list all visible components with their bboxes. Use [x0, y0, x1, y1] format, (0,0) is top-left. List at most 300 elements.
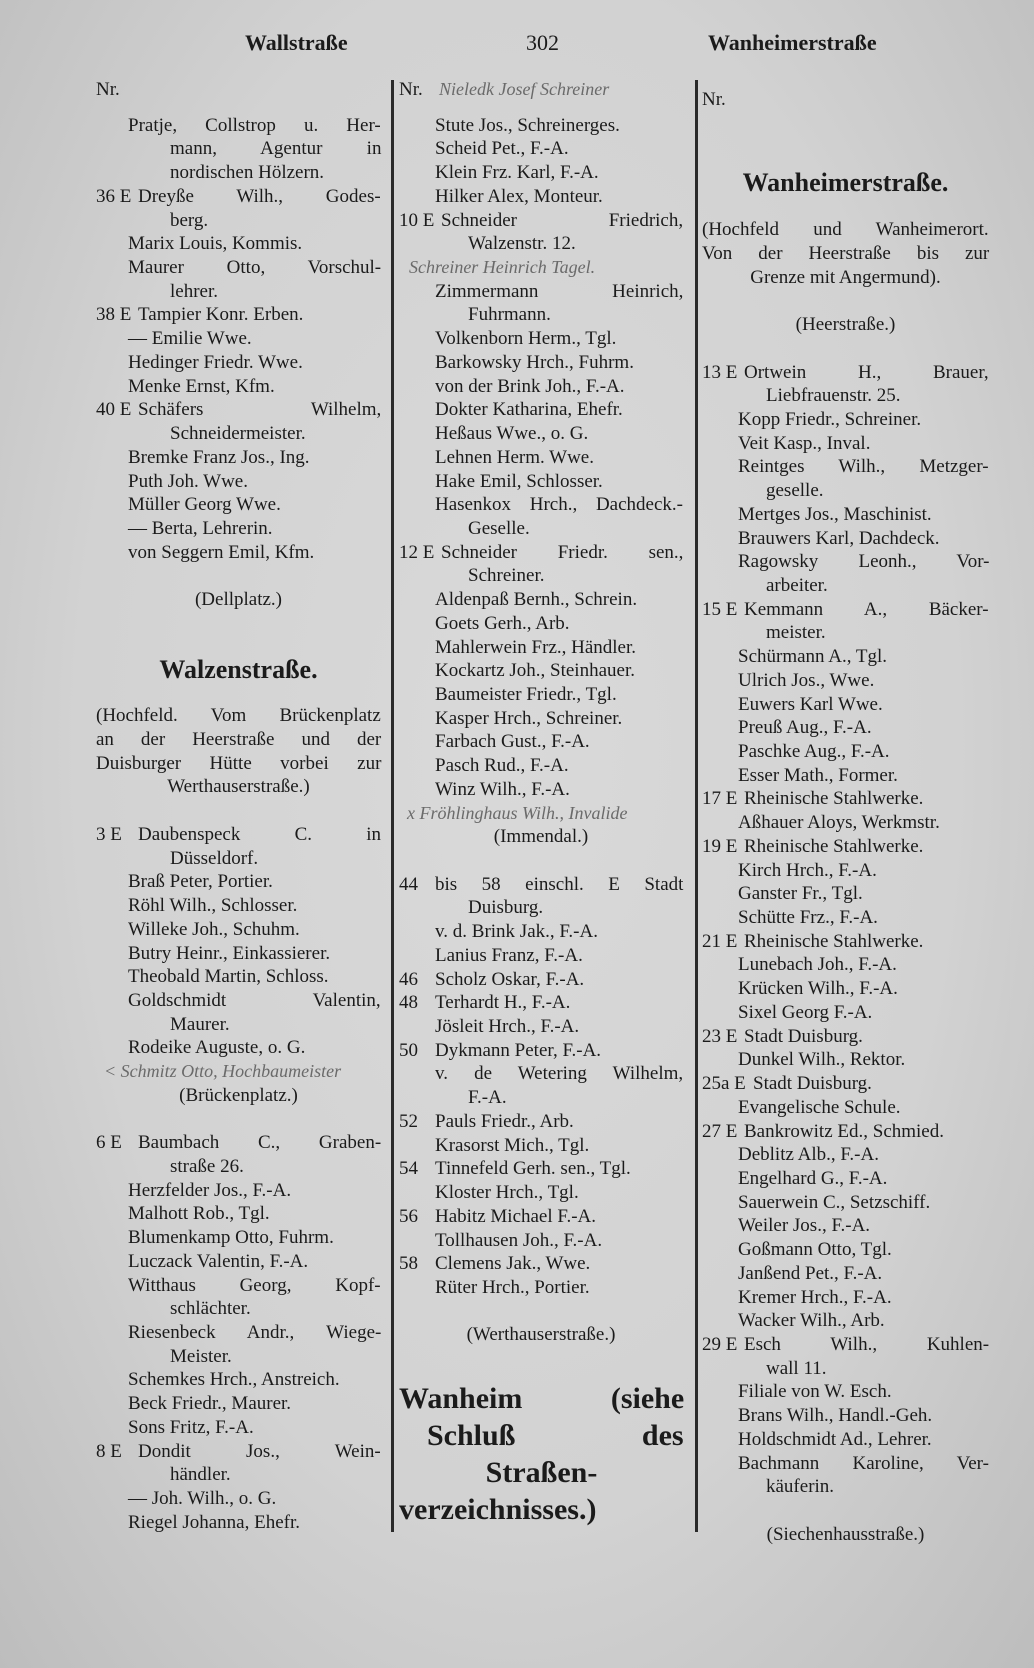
directory-entry	[96, 161, 381, 185]
entry-text: Tampier Konr. Erben.	[138, 304, 304, 326]
page-number: 302	[526, 30, 559, 55]
directory-entry	[96, 894, 381, 918]
entry-text: Kremer Hrch., F.-A.	[738, 1286, 892, 1308]
directory-entry	[702, 1286, 989, 1310]
entry-text: Aldenpaß Bernh., Schrein.	[435, 589, 638, 611]
directory-entry	[702, 906, 989, 930]
wanheim-heading-line: verzeichnisses.)	[399, 1493, 597, 1526]
entry-text: Wanheimerstraße.	[742, 167, 949, 197]
house-number: 56	[399, 1205, 418, 1227]
column-rule-right	[695, 80, 698, 1532]
entry-text: Liebfrauenstr. 25.	[766, 385, 901, 407]
entry-text: Baumbach C., Graben-	[138, 1132, 382, 1154]
entry-text: Euwers Karl Wwe.	[738, 693, 883, 715]
blank-line	[702, 1499, 989, 1523]
entry-text: Theobald Martin, Schloss.	[128, 966, 329, 988]
directory-entry	[702, 835, 989, 859]
street-heading	[702, 167, 989, 197]
directory-entry	[702, 527, 989, 551]
directory-entry	[96, 422, 381, 446]
directory-entry	[399, 398, 683, 422]
directory-entry	[702, 859, 989, 883]
house-number: 40 E	[96, 399, 132, 421]
directory-entry	[702, 1167, 989, 1191]
entry-text: Brauwers Karl, Dachdeck.	[738, 527, 940, 549]
entry-text: Schemkes Hrch., Anstreich.	[128, 1369, 340, 1391]
entry-text: Stute Jos., Schreinerges.	[435, 114, 620, 136]
directory-entry	[96, 1321, 381, 1345]
entry-text: v. de Wetering Wilhelm,	[435, 1063, 684, 1085]
directory-entry	[399, 185, 683, 209]
directory-entry	[702, 669, 989, 693]
entry-text: Rheinische Stahlwerke.	[744, 930, 924, 952]
entry-text: schlächter.	[170, 1298, 251, 1320]
directory-entry	[399, 422, 683, 446]
entry-text: Dreyße Wilh., Godes-	[138, 185, 381, 207]
directory-entry	[702, 503, 989, 527]
running-head-left: Wallstraße	[245, 30, 348, 55]
directory-entry	[399, 1181, 683, 1205]
directory-entry	[96, 1250, 381, 1274]
entry-text: Lunebach Joh., F.-A.	[738, 954, 897, 976]
directory-entry	[96, 1440, 381, 1464]
entry-text: x Fröhlinghaus Wilh., Invalide	[407, 802, 628, 823]
blank-line	[702, 337, 989, 361]
directory-entry	[96, 965, 381, 989]
directory-entry	[702, 693, 989, 717]
column-middle	[399, 79, 684, 1347]
directory-entry	[702, 550, 989, 574]
directory-entry	[702, 740, 989, 764]
directory-entry	[399, 1086, 683, 1110]
entry-text: Willeke Joh., Schuhm.	[128, 918, 300, 940]
directory-entry	[96, 704, 381, 728]
directory-entry	[96, 541, 381, 565]
directory-entry	[399, 1276, 683, 1300]
directory-entry	[399, 232, 683, 279]
directory-entry	[399, 161, 683, 185]
entry-text: Butry Heinr., Einkassierer.	[128, 942, 331, 964]
house-number: 21 E	[702, 930, 738, 952]
entry-text: Hake Emil, Schlosser.	[435, 470, 603, 492]
entry-text: mann, Agentur in	[170, 138, 382, 160]
directory-entry	[399, 707, 683, 731]
cross-street-label	[702, 313, 989, 337]
directory-entry	[702, 930, 989, 954]
entry-text: Kockartz Joh., Steinhauer.	[435, 660, 635, 682]
blank-line	[702, 194, 989, 218]
directory-entry	[702, 1262, 989, 1286]
entry-text: Baumeister Friedr., Tgl.	[435, 683, 617, 705]
entry-text: Rheinische Stahlwerke.	[744, 788, 924, 810]
directory-entry	[96, 137, 381, 161]
entry-text: Dykmann Peter, F.-A.	[435, 1039, 602, 1061]
directory-entry	[96, 823, 381, 847]
entry-text: Winz Wilh., F.-A.	[435, 778, 570, 800]
directory-entry	[399, 1252, 683, 1276]
running-head-right: Wanheimerstraße	[708, 30, 877, 55]
house-number: 58	[399, 1253, 418, 1275]
directory-entry	[399, 1229, 683, 1253]
directory-entry	[399, 1015, 683, 1039]
directory-entry	[702, 1357, 989, 1381]
directory-entry	[96, 1297, 381, 1321]
handwritten-annotation: Schreiner Heinrich Tagel.	[409, 257, 596, 278]
entry-text: Goldschmidt Valentin,	[128, 989, 381, 1011]
entry-text: Sons Fritz, F.-A.	[128, 1416, 254, 1438]
directory-entry	[96, 114, 381, 138]
entry-text: geselle.	[766, 480, 824, 502]
directory-entry	[399, 564, 683, 588]
entry-text: Volkenborn Herm., Tgl.	[435, 328, 617, 350]
entry-text: Hilker Alex, Monteur.	[435, 185, 603, 207]
house-number: 10 E	[399, 209, 435, 231]
house-number-header	[96, 78, 381, 102]
entry-text: v. d. Brink Jak., F.-A.	[435, 921, 598, 943]
directory-entry	[96, 1131, 381, 1155]
house-number: 6 E	[96, 1132, 122, 1154]
entry-text: Puth Joh. Wwe.	[128, 470, 248, 492]
blank-line	[399, 1300, 683, 1324]
entry-text: Kasper Hrch., Schreiner.	[435, 707, 623, 729]
house-number: 27 E	[702, 1120, 738, 1142]
entry-text: Klein Frz. Karl, F.-A.	[435, 162, 599, 184]
entry-text: Schäfers Wilhelm,	[138, 399, 382, 421]
column-right	[702, 88, 990, 1547]
entry-text: Heßaus Wwe., o. G.	[435, 423, 589, 445]
entry-text: Hasenkox Hrch., Dachdeck.-	[435, 494, 683, 516]
directory-entry	[96, 989, 381, 1013]
directory-entry	[399, 636, 683, 660]
entry-text: Zimmermann Heinrich,	[435, 280, 684, 302]
entry-text: Menke Ernst, Kfm.	[128, 375, 275, 397]
entry-text: Lehnen Herm. Wwe.	[435, 446, 594, 468]
entry-text: (Heerstraße.)	[795, 314, 896, 336]
entry-text: Nr.	[96, 79, 120, 100]
entry-text: Nr.	[399, 79, 423, 100]
house-number: 50	[399, 1039, 418, 1061]
entry-text: Preuß Aug., F.-A.	[738, 717, 872, 739]
directory-entry	[702, 787, 989, 811]
directory-entry	[96, 1274, 381, 1298]
directory-entry	[702, 479, 989, 503]
directory-entry	[702, 1238, 989, 1262]
directory-entry	[399, 588, 683, 612]
directory-entry	[702, 1475, 989, 1499]
entry-text: Meister.	[170, 1345, 232, 1367]
directory-entry	[702, 1001, 989, 1025]
house-number: 12 E	[399, 541, 435, 563]
entry-text: Aßhauer Aloys, Werkmstr.	[738, 812, 940, 834]
directory-entry	[702, 455, 989, 479]
directory-entry	[96, 1392, 381, 1416]
directory-entry	[399, 873, 683, 897]
directory-entry	[96, 327, 381, 351]
blank-line	[702, 123, 989, 147]
directory-entry	[96, 351, 381, 375]
house-number: 29 E	[702, 1333, 738, 1355]
house-number: 52	[399, 1110, 418, 1132]
house-number: 38 E	[96, 304, 132, 326]
entry-text: straße 26.	[170, 1155, 244, 1177]
directory-entry	[96, 446, 381, 470]
directory-entry	[399, 351, 683, 375]
directory-entry	[702, 1333, 989, 1357]
entry-text: Fuhrmann.	[468, 304, 551, 326]
directory-entry	[96, 870, 381, 894]
entry-text: — Berta, Lehrerin.	[128, 517, 273, 539]
entry-text: Luczack Valentin, F.-A.	[128, 1250, 309, 1272]
entry-text: Duisburg.	[468, 897, 544, 919]
entry-text: wall 11.	[766, 1357, 827, 1379]
blank-line	[96, 612, 381, 636]
house-number: 13 E	[702, 361, 738, 383]
entry-text: < Schmitz Otto, Hochbaumeister	[104, 1061, 342, 1082]
entry-text: bis 58 einschl. E Stadt	[435, 873, 684, 895]
entry-text: Sixel Georg F.-A.	[738, 1001, 873, 1023]
directory-entry	[399, 493, 683, 517]
directory-entry	[399, 1110, 683, 1134]
directory-entry	[96, 1345, 381, 1369]
entry-text: Habitz Michael F.-A.	[435, 1205, 596, 1227]
entry-text: Krücken Wilh., F.-A.	[738, 978, 898, 1000]
directory-entry	[399, 470, 683, 494]
directory-entry	[702, 716, 989, 740]
entry-text: Stadt Duisburg.	[744, 1025, 863, 1047]
entry-text: Pauls Friedr., Arb.	[435, 1110, 574, 1132]
entry-text: Ulrich Jos., Wwe.	[738, 669, 875, 691]
entry-text: nordischen Hölzern.	[170, 162, 325, 184]
entry-text: Kirch Hrch., F.-A.	[738, 859, 877, 881]
directory-entry	[702, 621, 989, 645]
entry-text: Schürmann A., Tgl.	[738, 646, 888, 668]
directory-entry	[96, 1511, 381, 1535]
entry-text: Krasorst Mich., Tgl.	[435, 1134, 590, 1156]
entry-text: Von der Heerstraße bis zur	[702, 242, 990, 264]
entry-text: Maurer Otto, Vorschul-	[128, 257, 382, 279]
entry-text: Hedinger Friedr. Wwe.	[128, 351, 303, 373]
directory-entry	[96, 256, 381, 280]
directory-entry	[702, 408, 989, 432]
entry-text: Stadt Duisburg.	[753, 1073, 872, 1095]
directory-entry	[399, 280, 683, 304]
directory-entry	[702, 1143, 989, 1167]
entry-text: Ganster Fr., Tgl.	[738, 883, 863, 905]
cross-street-label	[96, 775, 381, 799]
cross-street-label	[702, 266, 989, 290]
entry-text: berg.	[170, 209, 209, 231]
entry-text: Dondit Jos., Wein-	[138, 1440, 381, 1462]
entry-text: Tollhausen Joh., F.-A.	[435, 1229, 603, 1251]
entry-text: Riesenbeck Andr., Wiege-	[128, 1322, 382, 1344]
directory-entry	[399, 114, 683, 138]
house-number: 15 E	[702, 598, 738, 620]
directory-entry	[702, 384, 989, 408]
directory-entry	[702, 882, 989, 906]
entry-text: Filiale von W. Esch.	[738, 1381, 892, 1403]
entry-text: — Joh. Wilh., o. G.	[128, 1488, 277, 1510]
directory-entry	[702, 645, 989, 669]
entry-text: (Siechenhausstraße.)	[766, 1523, 925, 1545]
directory-entry	[702, 432, 989, 456]
entry-text: Maurer.	[170, 1013, 230, 1035]
entry-text: Wacker Wilh., Arb.	[738, 1310, 885, 1332]
house-number-header	[702, 88, 989, 112]
entry-text: Esch Wilh., Kuhlen-	[744, 1333, 990, 1355]
directory-entry	[399, 683, 683, 707]
directory-entry	[702, 1404, 989, 1428]
directory-entry	[702, 811, 989, 835]
wanheim-reference-heading	[399, 1380, 684, 1528]
blank-line	[96, 564, 381, 588]
cross-street-label	[702, 1523, 989, 1547]
directory-entry	[399, 730, 683, 754]
directory-entry	[96, 1013, 381, 1037]
directory-entry	[96, 1179, 381, 1203]
house-number: 46	[399, 968, 418, 990]
entry-text: Malhott Rob., Tgl.	[128, 1203, 270, 1225]
directory-entry	[399, 968, 683, 992]
entry-text: Werthauserstraße.)	[167, 776, 310, 798]
directory-entry	[96, 752, 381, 776]
house-number: 48	[399, 992, 418, 1014]
directory-entry	[96, 942, 381, 966]
entry-text: Marix Louis, Kommis.	[128, 233, 303, 255]
house-number: 44	[399, 873, 418, 895]
entry-text: von der Brink Joh., F.-A.	[435, 375, 625, 397]
directory-entry	[702, 1428, 989, 1452]
handwritten-annotation	[96, 1060, 381, 1084]
entry-text: Schreiner.	[468, 565, 545, 587]
directory-entry	[96, 1226, 381, 1250]
directory-entry	[399, 944, 683, 968]
entry-text: Daubenspeck C. in	[138, 823, 382, 845]
directory-entry	[96, 398, 381, 422]
directory-entry	[399, 327, 683, 351]
directory-entry	[96, 209, 381, 233]
directory-entry	[96, 847, 381, 871]
directory-entry	[399, 541, 683, 565]
entry-text: Schneider Friedrich,	[441, 209, 684, 231]
entry-text: Deblitz Alb., F.-A.	[738, 1144, 879, 1166]
directory-entry	[702, 1452, 989, 1476]
entry-text: arbeiter.	[766, 574, 828, 596]
entry-text: Jösleit Hrch., F.-A.	[435, 1016, 580, 1038]
directory-entry	[96, 280, 381, 304]
entry-text: Pasch Rud., F.-A.	[435, 755, 569, 777]
column-rule-left	[391, 80, 394, 1532]
directory-entry	[702, 598, 989, 622]
directory-entry	[399, 778, 683, 802]
entry-text: Esser Math., Former.	[738, 764, 898, 786]
column-left	[96, 79, 382, 1534]
directory-entry	[96, 185, 381, 209]
entry-text: Grenze mit Angermund).	[750, 266, 941, 288]
directory-entry	[702, 218, 989, 242]
cross-street-label	[96, 1084, 381, 1108]
entry-text: Schneidermeister.	[170, 423, 306, 445]
entry-text: Evangelische Schule.	[738, 1096, 901, 1118]
entry-text: Bremke Franz Jos., Ing.	[128, 446, 310, 468]
entry-text: Pratje, Collstrop u. Her-	[128, 114, 381, 136]
blank-line	[96, 799, 381, 823]
directory-entry	[702, 1096, 989, 1120]
entry-text: Janßend Pet., F.-A.	[738, 1262, 883, 1284]
blank-line	[96, 1108, 381, 1132]
entry-text: Brans Wilh., Handl.-Geh.	[738, 1405, 933, 1427]
blank-line	[399, 849, 683, 873]
entry-text: Mahlerwein Frz., Händler.	[435, 636, 637, 658]
entry-text: Geselle.	[468, 517, 530, 539]
directory-entry	[702, 1025, 989, 1049]
directory-entry	[399, 1157, 683, 1181]
directory-entry	[399, 991, 683, 1015]
directory-entry	[96, 1487, 381, 1511]
directory-entry	[96, 517, 381, 541]
entry-text: Blumenkamp Otto, Fuhrm.	[128, 1227, 334, 1249]
wanheim-heading-line: Schluß des	[427, 1419, 684, 1452]
entry-text: Dokter Katharina, Ehefr.	[435, 399, 623, 421]
directory-entry	[96, 232, 381, 256]
entry-text: Farbach Gust., F.-A.	[435, 731, 590, 753]
entry-text: Holdschmidt Ad., Lehrer.	[738, 1428, 932, 1450]
house-number: 23 E	[702, 1025, 738, 1047]
directory-entry	[399, 517, 683, 541]
entry-text: Goets Gerh., Arb.	[435, 612, 570, 634]
entry-text: Clemens Jak., Wwe.	[435, 1253, 591, 1275]
wanheim-heading-line: Straßen-	[485, 1456, 598, 1489]
entry-text: Barkowsky Hrch., Fuhrm.	[435, 351, 634, 373]
entry-text: Ragowsky Leonh., Vor-	[738, 551, 990, 573]
entry-text: Rodeike Auguste, o. G.	[128, 1037, 306, 1059]
entry-text: — Emilie Wwe.	[128, 328, 252, 350]
entry-text: Kopp Friedr., Schreiner.	[738, 408, 922, 430]
directory-entry	[96, 303, 381, 327]
directory-entry	[96, 728, 381, 752]
entry-text: Braß Peter, Portier.	[128, 871, 273, 893]
entry-text: von Seggern Emil, Kfm.	[128, 541, 315, 563]
entry-text: Lanius Franz, F.-A.	[435, 944, 583, 966]
directory-entry	[96, 1155, 381, 1179]
entry-text: Ortwein H., Brauer,	[744, 361, 989, 383]
entry-text: (Hochfeld und Wanheimerort.	[702, 219, 989, 241]
wanheim-heading-line: Wanheim (siehe	[399, 1382, 685, 1415]
house-number: 19 E	[702, 835, 738, 857]
entry-text: Bachmann Karoline, Ver-	[738, 1452, 989, 1474]
entry-text: Beck Friedr., Maurer.	[128, 1393, 292, 1415]
entry-text: Tinnefeld Gerh. sen., Tgl.	[435, 1158, 631, 1180]
entry-text: an der Heerstraße und der	[96, 729, 382, 751]
house-number: 17 E	[702, 788, 738, 810]
house-number: 25a E	[702, 1073, 746, 1095]
directory-entry	[702, 1191, 989, 1215]
entry-text: (Werthauserstraße.)	[466, 1324, 616, 1346]
street-heading	[96, 636, 381, 705]
entry-text: Rheinische Stahlwerke.	[744, 835, 924, 857]
house-number: 3 E	[96, 823, 122, 845]
directory-entry	[399, 920, 683, 944]
directory-entry	[96, 1416, 381, 1440]
house-number: 8 E	[96, 1440, 122, 1462]
entry-text: Düsseldorf.	[170, 847, 259, 869]
entry-text: Scheid Pet., F.-A.	[435, 138, 569, 160]
directory-entry	[702, 574, 989, 598]
entry-text: Riegel Johanna, Ehefr.	[128, 1511, 301, 1533]
handwritten-annotation	[399, 802, 683, 826]
entry-text: (Immendal.)	[493, 826, 589, 848]
directory-entry	[702, 1072, 989, 1096]
directory-entry	[96, 375, 381, 399]
